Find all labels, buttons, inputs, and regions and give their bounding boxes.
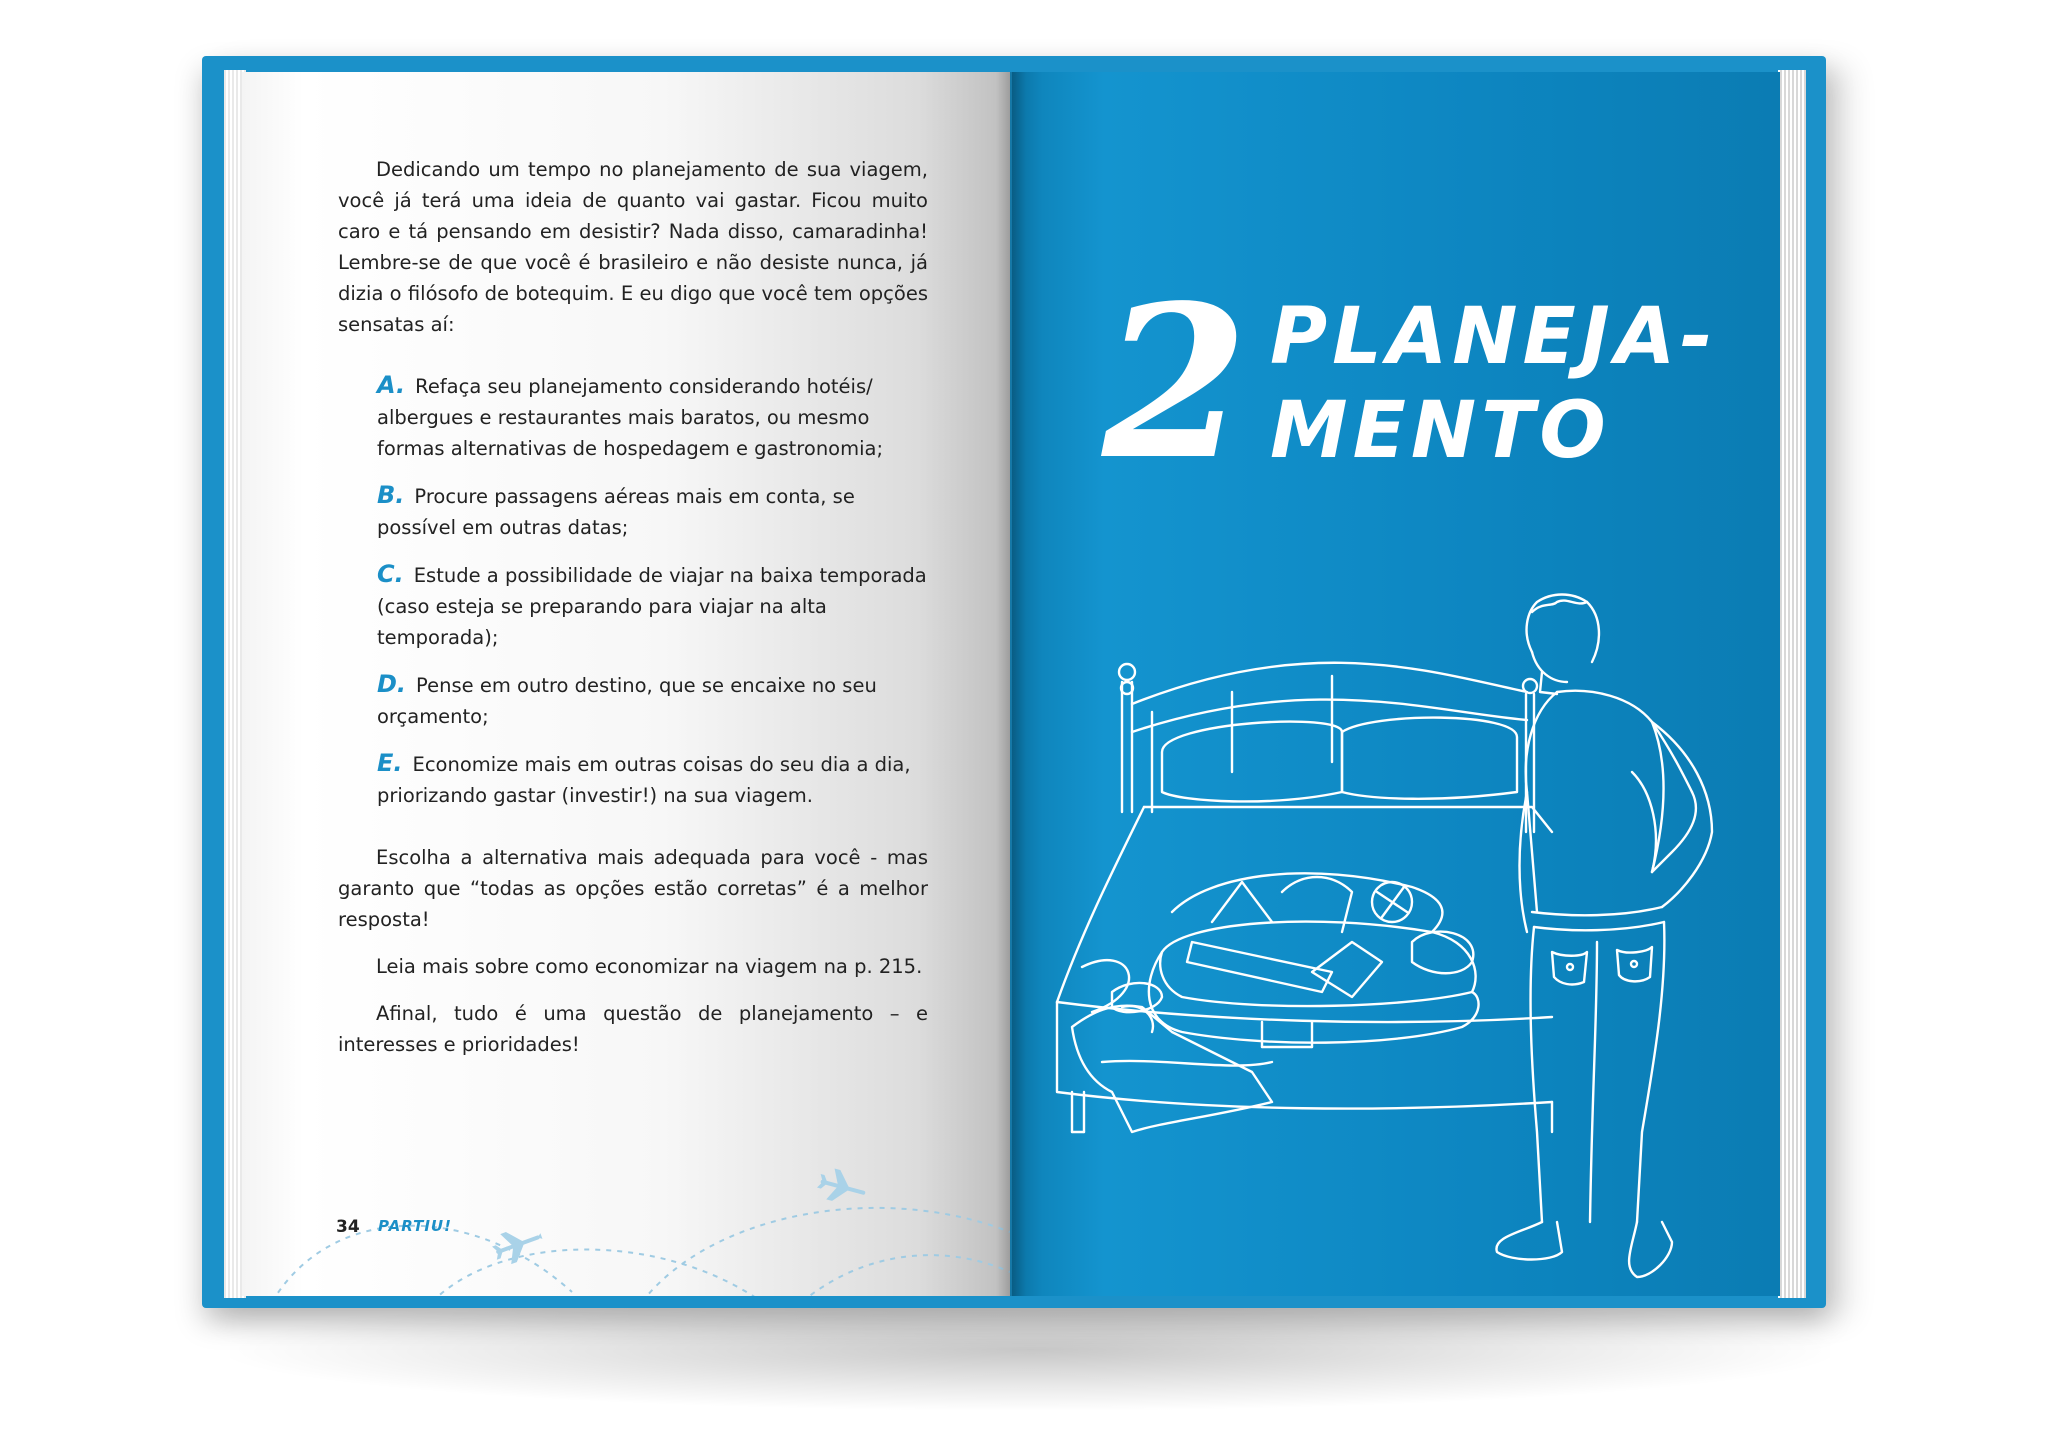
- standing-man: [1496, 595, 1712, 1278]
- chapter-title-line1: PLANEJA-: [1270, 292, 1718, 382]
- option-letter: B.: [377, 481, 405, 509]
- right-page: [1012, 72, 1780, 1296]
- closing-paragraphs: [338, 842, 928, 1076]
- option-text: Procure passagens aéreas mais em conta, se possível em outras datas;: [377, 485, 855, 539]
- option-letter: A.: [377, 371, 406, 399]
- option-text: Pense em outro destino, que se encaixe no seu orçamento;: [377, 674, 877, 728]
- intro-paragraph: [338, 154, 928, 340]
- book-shadow: [230, 1290, 1830, 1410]
- list-item: [377, 669, 937, 732]
- option-letter: C.: [377, 560, 404, 588]
- airplane-icon: [815, 1165, 870, 1208]
- list-item: [377, 370, 937, 464]
- closing-text: Leia mais sobre como economizar na viagem na p. 215.: [376, 955, 923, 978]
- chapter-title-line2: MENTO: [1270, 386, 1611, 476]
- option-letter: E.: [377, 749, 403, 777]
- left-page: [242, 72, 1010, 1296]
- bed-blanket: [1072, 1006, 1272, 1132]
- closing-text: Escolha a alternativa mais adequada para você - mas garanto que “todas as opções estão corretas” é a melhor resposta!: [338, 846, 928, 931]
- flight-path: [802, 1255, 1010, 1296]
- closing-text: Afinal, tudo é uma questão de planejamento – e interesses e prioridades!: [338, 1002, 928, 1056]
- running-footer: PARTIU!: [378, 1217, 452, 1235]
- flight-path: [272, 1226, 572, 1296]
- option-text: Refaça seu planejamento considerando hotéis/ albergues e restaurantes mais baratos, ou mesmo formas alternativas de hospedagem e gastronomia;: [377, 375, 884, 460]
- bed-mattress: [1057, 807, 1552, 1132]
- page-number: 34: [336, 1217, 360, 1237]
- list-item: [377, 559, 937, 653]
- chapter-number: 2: [1102, 259, 1249, 506]
- bed-pillows: [1162, 718, 1517, 802]
- option-text: Estude a possibilidade de viajar na baixa temporada (caso esteja se preparando para viajar na alta temporada);: [377, 564, 927, 649]
- bed-and-man-illustration: [1012, 72, 1780, 1296]
- option-text: Economize mais em outras coisas do seu dia a dia, priorizando gastar (investir!) na sua viagem.: [377, 753, 911, 807]
- book-gutter: [996, 72, 1026, 1296]
- right-page-edges: [1778, 70, 1806, 1298]
- options-list: [377, 370, 937, 827]
- sandals: [1112, 983, 1162, 1032]
- list-item: [377, 748, 937, 811]
- list-item: [377, 480, 937, 543]
- intro-text: Dedicando um tempo no planejamento de sua viagem, você já terá uma ideia de quanto vai gastar. Ficou muito caro e tá pensando em desistir? Nada disso, camaradinha! Lembre-se de que você é brasileiro e não desiste nunca, já dizia o filósofo de botequim. E eu digo que você tem opções sensatas aí:: [338, 158, 928, 336]
- flight-path: [642, 1208, 1010, 1296]
- flight-path: [432, 1250, 762, 1297]
- option-letter: D.: [377, 670, 407, 698]
